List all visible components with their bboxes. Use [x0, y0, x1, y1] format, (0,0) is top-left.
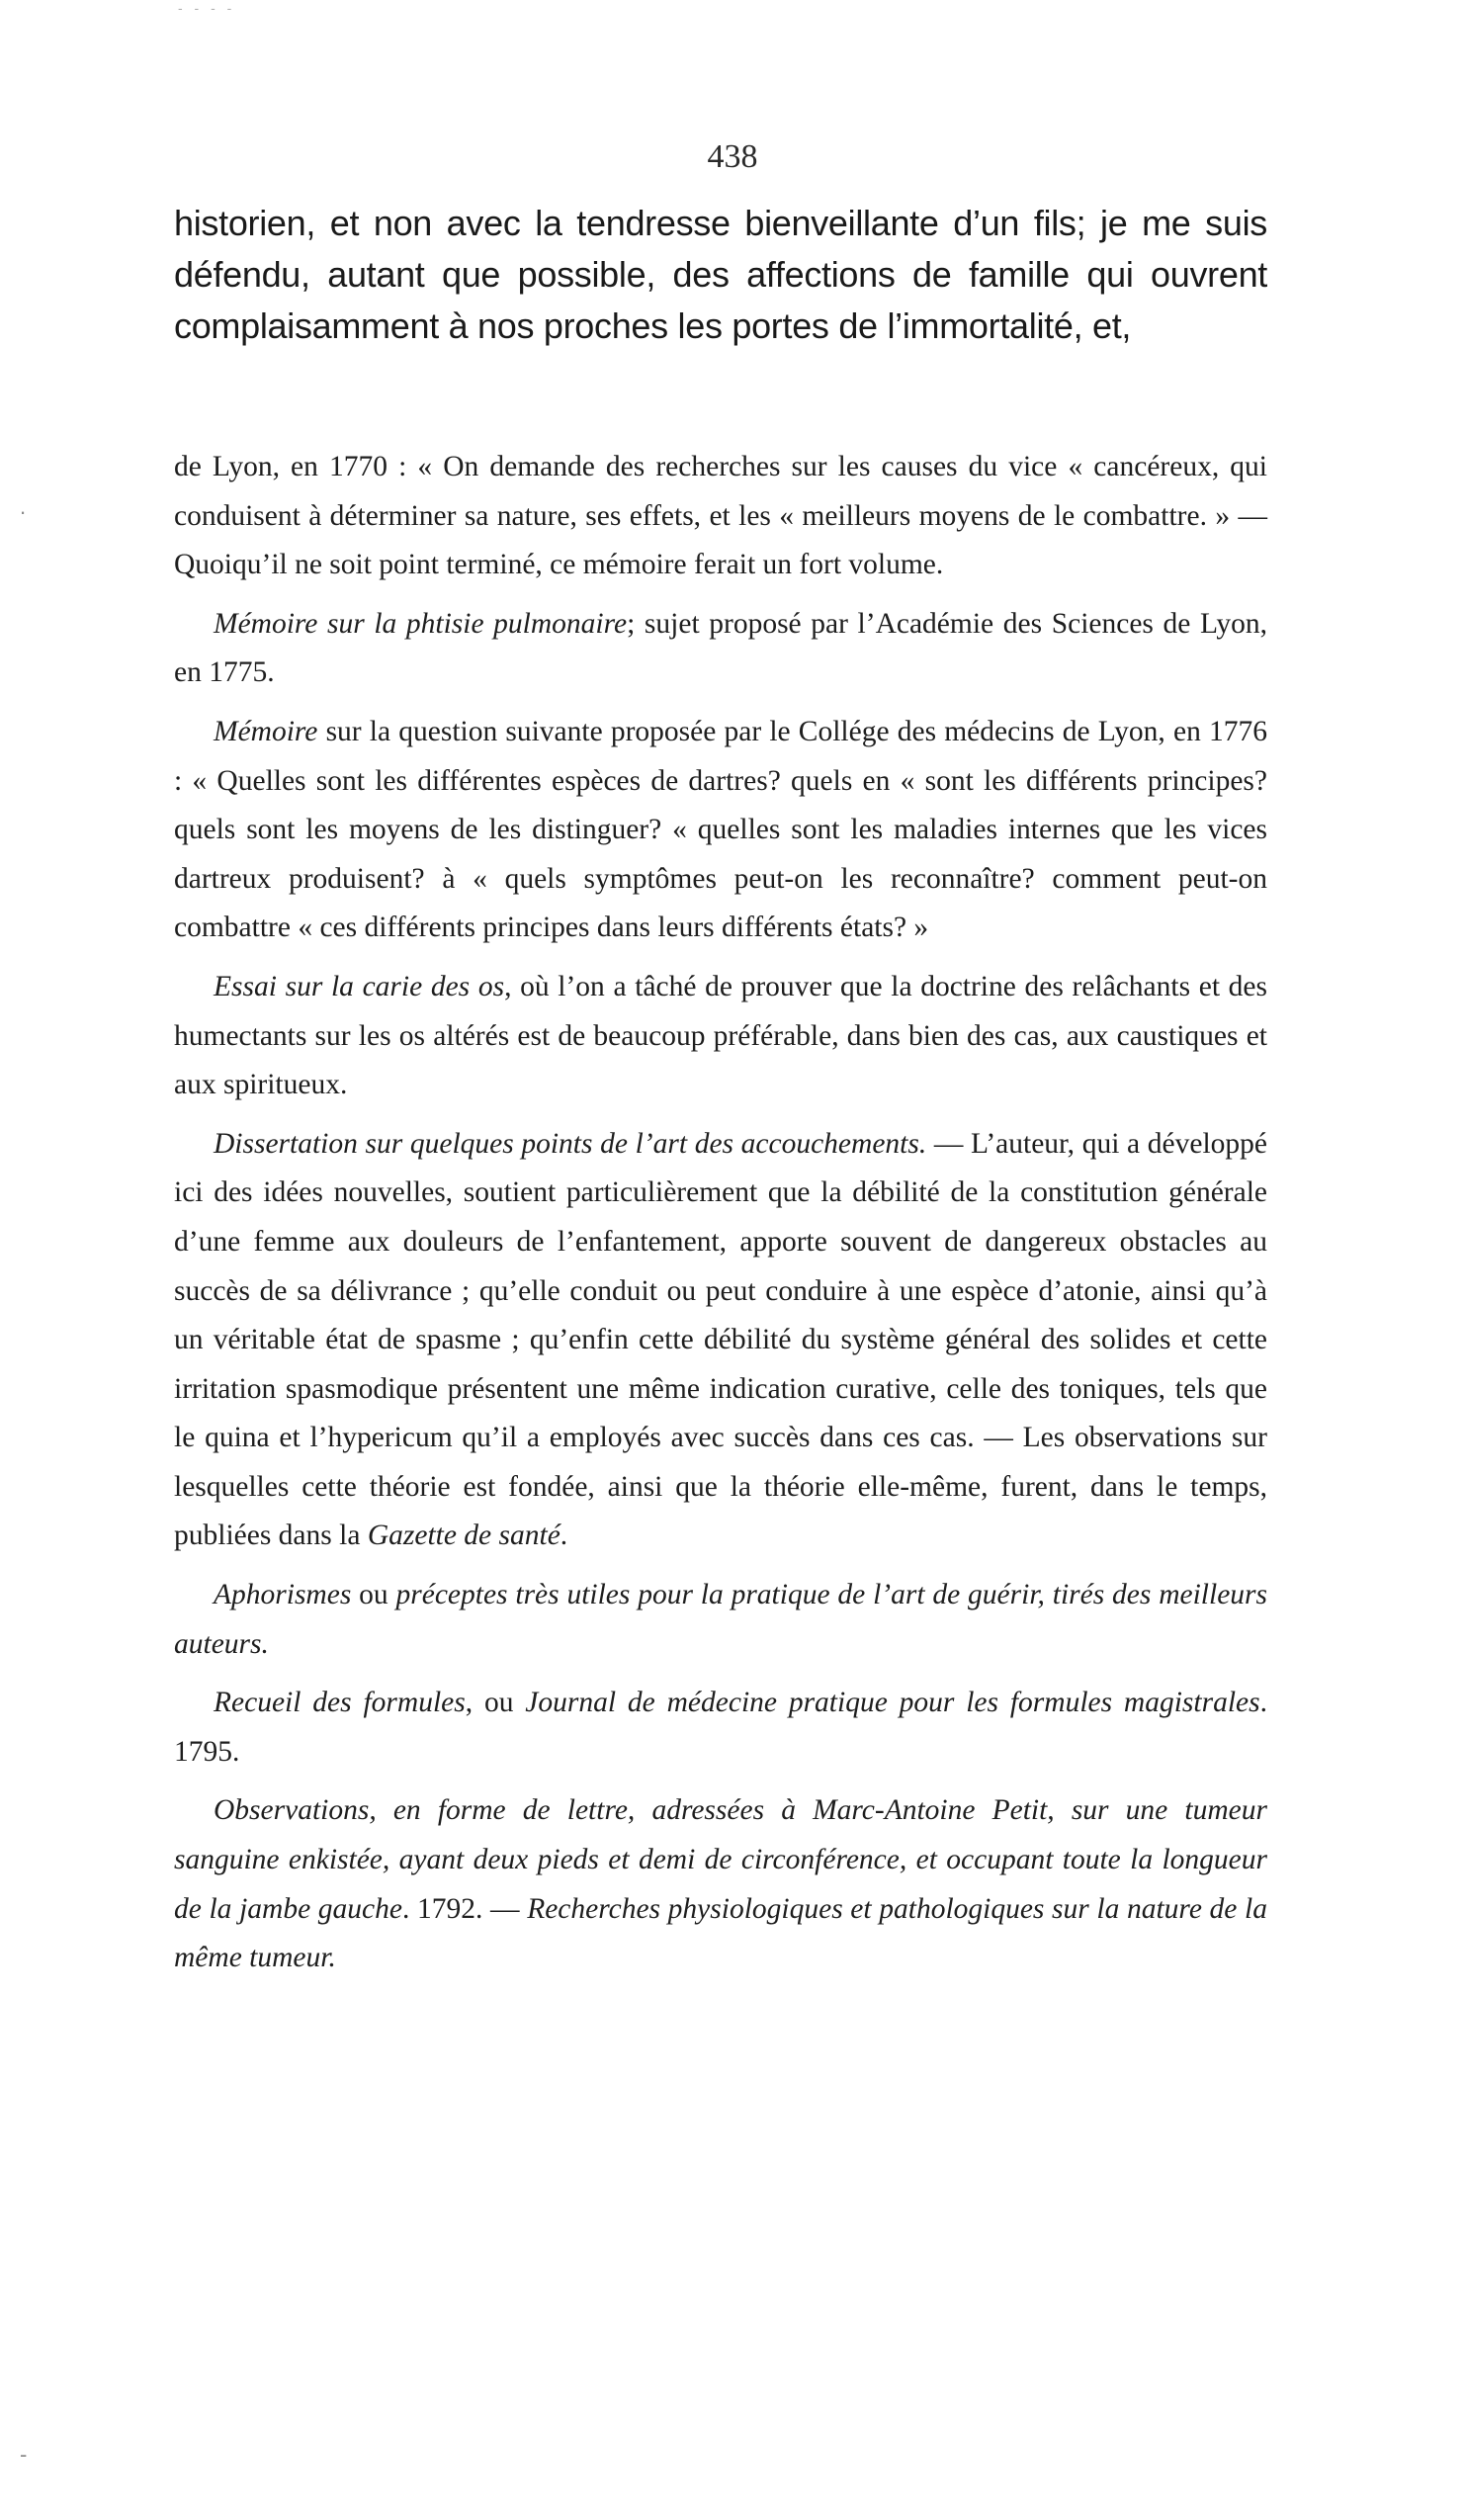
main-body-text: historien, et non avec la tendresse bienveillante d’un fils; je me suis défendu, autant que possible, des affections de famille qui ouvrent complaisamment à nos proches les portes de l’immortalité, et,	[174, 203, 1267, 346]
footnote-paragraph	[174, 1571, 1267, 1669]
note-text: — L’auteur, qui a développé ici des idées nouvelles, soutient particulièrement que la débilité de la constitution générale d’une femme aux douleurs de l’enfantement, apporte souvent de dangereux obstacles au succès de sa délivrance ; qu’elle conduit ou peut conduire à une espèce d’atonie, ainsi qu’à un véritable état de spasme ; qu’enfin cette débilité du système général des solides et cette irritation spasmodique présentent une même indication curative, celle des toniques, tels que le quina et l’hypericum qu’il a employés avec succès dans ces cas. — Les observations sur lesquelles cette théorie est fondée, ainsi que la théorie elle-même, furent, dans le temps, publiées dans la	[174, 1127, 1267, 1552]
note-text: . 1792. —	[402, 1892, 528, 1925]
footnote-paragraph	[174, 600, 1267, 698]
footnote-paragraph	[174, 1120, 1267, 1561]
note-text: , ou	[465, 1687, 526, 1719]
margin-mark: -	[20, 2442, 28, 2467]
note-text: .	[560, 1520, 568, 1552]
note-text: de Lyon, en 1770 : « On demande des recherches sur les causes du vice « cancéreux, qui conduisent à déterminer sa nature, ses effets, et les « meilleurs moyens de le combattre. » — Quoiqu’il ne soit point terminé, ce mémoire ferait un fort volume.	[174, 451, 1267, 581]
work-title: Aphorismes	[214, 1579, 352, 1611]
note-text: , où l’on a tâché de prouver que la doctrine des relâchants et des humectants sur les os altérés est de beaucoup préférable, dans bien des cas, aux caustiques et aux spiritueux.	[174, 970, 1268, 1101]
page-number: 438	[707, 138, 758, 175]
note-text: . 1795.	[174, 1687, 1267, 1768]
work-title: Mémoire sur la phtisie pulmonaire	[214, 607, 628, 640]
work-title: Recherches physiologiques et pathologiques sur la nature de la même tumeur.	[174, 1892, 1267, 1974]
work-title: Journal de médecine pratique pour les formules magistrales	[525, 1687, 1260, 1719]
note-text: sur la question suivante proposée par le Collége des médecins de Lyon, en 1776 : « Quelles sont les différentes espèces de dartres? quels en « sont les différents principes? quels sont les moyens de les distinguer? « quelles sont les maladies internes que les vices dartreux produisent? à « quels symptômes peut-on les reconnaître? comment peut-on combattre « ces différents principes dans leurs différents états? »	[174, 715, 1267, 944]
work-title: Recueil des formules	[214, 1687, 466, 1719]
work-title: préceptes très utiles pour la pratique de l’art de guérir, tirés des meilleurs auteurs.	[174, 1579, 1267, 1660]
journal-title: Gazette de santé	[367, 1520, 560, 1552]
top-edge-mark: - - - -	[178, 0, 236, 16]
footnote-paragraph	[174, 443, 1267, 590]
work-title: Dissertation sur quelques points de l’art des accouchements.	[214, 1127, 927, 1160]
note-text: ; sujet proposé par l’Académie des Sciences de Lyon, en 1775.	[174, 607, 1267, 689]
work-title: Observations, en forme de lettre, adressées à Marc-Antoine Petit, sur une tumeur sanguine enkistée, ayant deux pieds et demi de circonférence, et occupant toute la longueur de la jambe gauche	[174, 1794, 1267, 1925]
margin-mark: .	[20, 494, 27, 519]
note-text: ou	[351, 1579, 396, 1611]
work-title: Essai sur la carie des os	[214, 970, 505, 1002]
work-title: Mémoire	[214, 715, 318, 747]
footnote-paragraph	[174, 708, 1267, 953]
footnote-paragraph	[174, 1679, 1267, 1777]
footnotes	[174, 443, 1267, 1993]
footnote-paragraph	[174, 1786, 1267, 1982]
footnote-paragraph	[174, 963, 1267, 1110]
